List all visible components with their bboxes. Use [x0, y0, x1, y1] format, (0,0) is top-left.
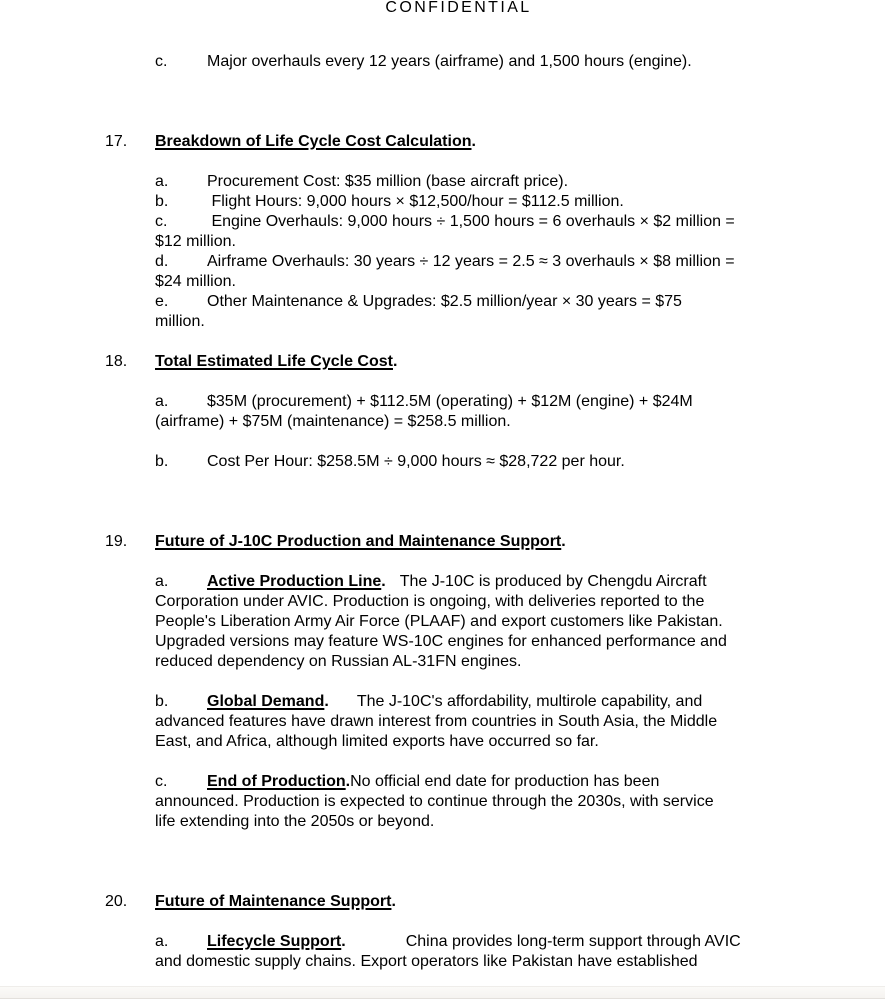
list-item-text: Other Maintenance & Upgrades: $2.5 million/year × 30 years = $75 — [207, 293, 682, 310]
text-line: announced. Production is expected to continue through the 2030s, with service — [155, 793, 714, 810]
list-item — [155, 452, 885, 472]
classification-banner: CONFIDENTIAL — [385, 0, 532, 16]
section-title-period: . — [391, 893, 396, 910]
list-item-text: $35M (procurement) + $112.5M (operating) + $12M (engine) + $24M — [207, 393, 693, 410]
list-item-label: b. — [155, 193, 169, 210]
section-heading — [105, 532, 885, 552]
list-item — [155, 772, 885, 792]
text-line: million. — [155, 313, 205, 330]
list-item-label: c. — [155, 773, 168, 790]
text-line: Corporation under AVIC. Production is ongoing, with deliveries reported to the — [155, 593, 705, 610]
list-item-text: Cost Per Hour: $258.5M ÷ 9,000 hours ≈ $28,722 per hour. — [207, 453, 625, 470]
list-item-label: a. — [155, 933, 169, 950]
list-item — [155, 392, 885, 412]
text-line: life extending into the 2050s or beyond. — [155, 813, 435, 830]
list-item-label: c. — [155, 213, 168, 230]
section-title: Future of J-10C Production and Maintenance Support — [155, 533, 562, 550]
list-item-label: b. — [155, 453, 169, 470]
list-item — [155, 172, 885, 192]
text-line: Upgraded versions may feature WS-10C engines for enhanced performance and — [155, 633, 727, 650]
list-item-text: No official end date for production has been — [350, 773, 660, 790]
text-line: reduced dependency on Russian AL-31FN engines. — [155, 653, 522, 670]
text-line: and domestic supply chains. Export operators like Pakistan have established — [155, 953, 698, 970]
text-line: (airframe) + $75M (maintenance) = $258.5 million. — [155, 413, 511, 430]
section-title-period: . — [471, 133, 476, 150]
page-break-gap — [0, 986, 885, 999]
text-line: $12 million. — [155, 233, 236, 250]
inline-heading-period: . — [324, 693, 329, 710]
list-item — [155, 932, 885, 952]
inline-heading-period: . — [345, 773, 351, 790]
list-item-text: China provides long-term support through AVIC — [405, 933, 741, 950]
list-item-label: a. — [155, 173, 169, 190]
inline-heading: Lifecycle Support — [207, 933, 342, 950]
section-heading — [105, 892, 885, 912]
list-item — [155, 692, 885, 712]
list-item-text: Engine Overhauls: 9,000 hours ÷ 1,500 hours = 6 overhauls × $2 million = — [207, 213, 735, 230]
list-item-label: e. — [155, 293, 169, 310]
text-line: advanced features have drawn interest from countries in South Asia, the Middle — [155, 713, 718, 730]
list-item-text: The J-10C is produced by Chengdu Aircraft — [399, 573, 707, 590]
text-line: East, and Africa, although limited exports have occurred so far. — [155, 733, 599, 750]
list-item — [155, 192, 885, 212]
list-item — [155, 52, 885, 72]
list-item-text: Airframe Overhauls: 30 years ÷ 12 years = 2.5 ≈ 3 overhauls × $8 million = — [207, 253, 735, 270]
section-title: Total Estimated Life Cycle Cost — [155, 353, 393, 370]
text-line: $24 million. — [155, 273, 236, 290]
inline-heading-period: . — [341, 933, 346, 950]
list-item — [155, 292, 885, 312]
section-number: 18. — [105, 353, 128, 370]
section-heading — [105, 352, 885, 372]
section-number: 17. — [105, 133, 128, 150]
list-item-text: The J-10C's affordability, multirole capability, and — [356, 693, 703, 710]
inline-heading: Global Demand — [207, 693, 325, 710]
list-item-label: c. — [155, 53, 168, 70]
inline-heading: Active Production Line — [207, 573, 382, 590]
section-number: 20. — [105, 893, 128, 910]
list-item-label: a. — [155, 393, 169, 410]
list-item-label: b. — [155, 693, 169, 710]
section-title: Future of Maintenance Support — [155, 893, 392, 910]
list-item-label: a. — [155, 573, 169, 590]
list-item — [155, 572, 885, 592]
section-title-period: . — [561, 533, 566, 550]
section-title-period: . — [392, 353, 398, 370]
list-item-text: Procurement Cost: $35 million (base aircraft price). — [207, 173, 569, 190]
inline-heading-period: . — [381, 573, 386, 590]
section-number: 19. — [105, 533, 128, 550]
list-item — [155, 212, 885, 232]
list-item-text: Flight Hours: 9,000 hours × $12,500/hour = $112.5 million. — [207, 193, 624, 210]
list-item-text: Major overhauls every 12 years (airframe) and 1,500 hours (engine). — [207, 53, 692, 70]
list-item — [155, 252, 885, 272]
section-heading — [105, 132, 885, 152]
list-item-label: d. — [155, 253, 169, 270]
inline-heading: End of Production — [207, 773, 346, 790]
section-title: Breakdown of Life Cycle Cost Calculation — [155, 133, 472, 150]
text-line: People's Liberation Army Air Force (PLAAF) and export customers like Pakistan. — [155, 613, 723, 630]
